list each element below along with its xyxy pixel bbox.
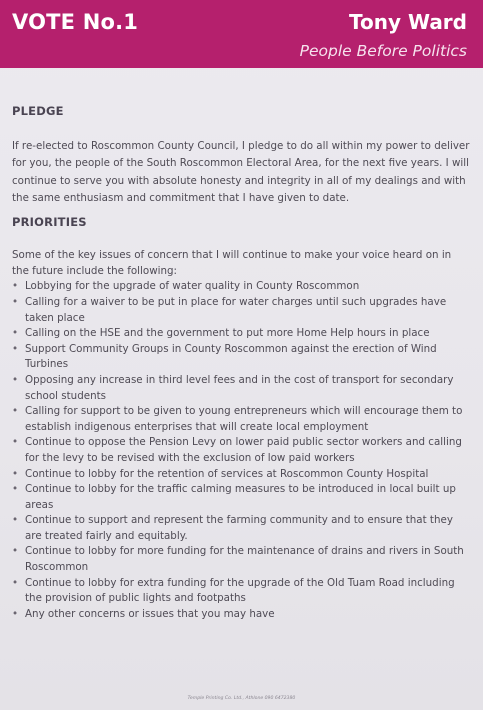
pledge-heading: PLEDGE	[12, 104, 64, 118]
priorities-intro: Some of the key issues of concern that I will continue to make your voice heard on in the future include the following:	[12, 249, 452, 277]
priority-text: Support Community Groups in County Roscommon against the erection of Wind Turbines	[25, 342, 437, 371]
priority-text: Continue to lobby for the retention of services at Roscommon County Hospital	[25, 467, 429, 480]
priority-text: Calling on the HSE and the government to put more Home Help hours in place	[25, 327, 430, 340]
priority-text: Continue to lobby for extra funding for the upgrade of the Old Tuam Road including the provision of public lights and footpaths	[25, 576, 455, 605]
priority-text: Continue to oppose the Pension Levy on lower paid public sector workers and calling for the levy to be revised with the exclusion of low paid workers	[25, 436, 462, 464]
list-item	[12, 544, 470, 575]
bullet-icon: •	[12, 295, 19, 308]
header-banner	[0, 0, 483, 68]
leaflet-content	[12, 104, 470, 622]
list-item	[12, 576, 470, 607]
candidate-tagline: People Before Politics	[299, 42, 467, 60]
pledge-text: If re-elected to Roscommon County Council, I pledge to do all within my power to deliver for you, the people of the South Roscommon Electoral Area, for the next five years. I will continue to serve you with absolute honesty and integrity in all of my dealings and with the same enthusiasm and commitment that I have given to date.	[12, 140, 470, 204]
bullet-icon: •	[12, 327, 19, 340]
vote-number-title: VOTE No.1	[12, 10, 139, 34]
list-item	[12, 404, 470, 435]
bullet-icon: •	[12, 576, 19, 589]
bullet-icon: •	[12, 545, 19, 558]
list-item	[12, 482, 470, 513]
list-item	[12, 326, 470, 342]
list-item	[12, 513, 470, 544]
list-item	[12, 373, 470, 404]
priority-text: Continue to lobby for more funding for the maintenance of drains and rivers in South Roscommon	[25, 545, 464, 574]
bullet-icon: •	[12, 280, 19, 293]
list-item	[12, 467, 470, 483]
priority-text: Calling for a waiver to be put in place for water charges until such upgrades have taken place	[25, 295, 447, 324]
bullet-icon: •	[12, 467, 19, 480]
bullet-icon: •	[12, 436, 19, 449]
list-item	[12, 342, 470, 373]
candidate-name: Tony Ward	[349, 10, 467, 34]
bullet-icon: •	[12, 607, 19, 620]
priority-text: Opposing any increase in third level fees and in the cost of transport for secondary school students	[25, 373, 454, 402]
priority-text: Continue to lobby for the traffic calming measures to be introduced in local built up areas	[25, 483, 456, 511]
priority-text: Lobbying for the upgrade of water quality in County Roscommon	[25, 280, 360, 293]
priority-text: Calling for support to be given to young entrepreneurs which will encourage them to establish indigenous enterprises that will create local employment	[25, 405, 463, 433]
bullet-icon: •	[12, 342, 19, 355]
priority-text: Any other concerns or issues that you may have	[25, 607, 275, 620]
bullet-icon: •	[12, 373, 19, 386]
list-item	[12, 607, 470, 623]
priorities-list	[12, 279, 470, 622]
list-item	[12, 279, 470, 295]
priorities-heading: PRIORITIES	[12, 215, 87, 230]
printer-credit: Temple Printing Co. Ltd., Athlone 090 6472380	[187, 696, 296, 701]
priority-text: Continue to support and represent the farming community and to ensure that they are treated fairly and equitably.	[25, 514, 453, 542]
bullet-icon: •	[12, 514, 19, 527]
bullet-icon: •	[12, 405, 19, 418]
list-item	[12, 295, 470, 326]
bullet-icon: •	[12, 483, 19, 496]
list-item	[12, 435, 470, 466]
